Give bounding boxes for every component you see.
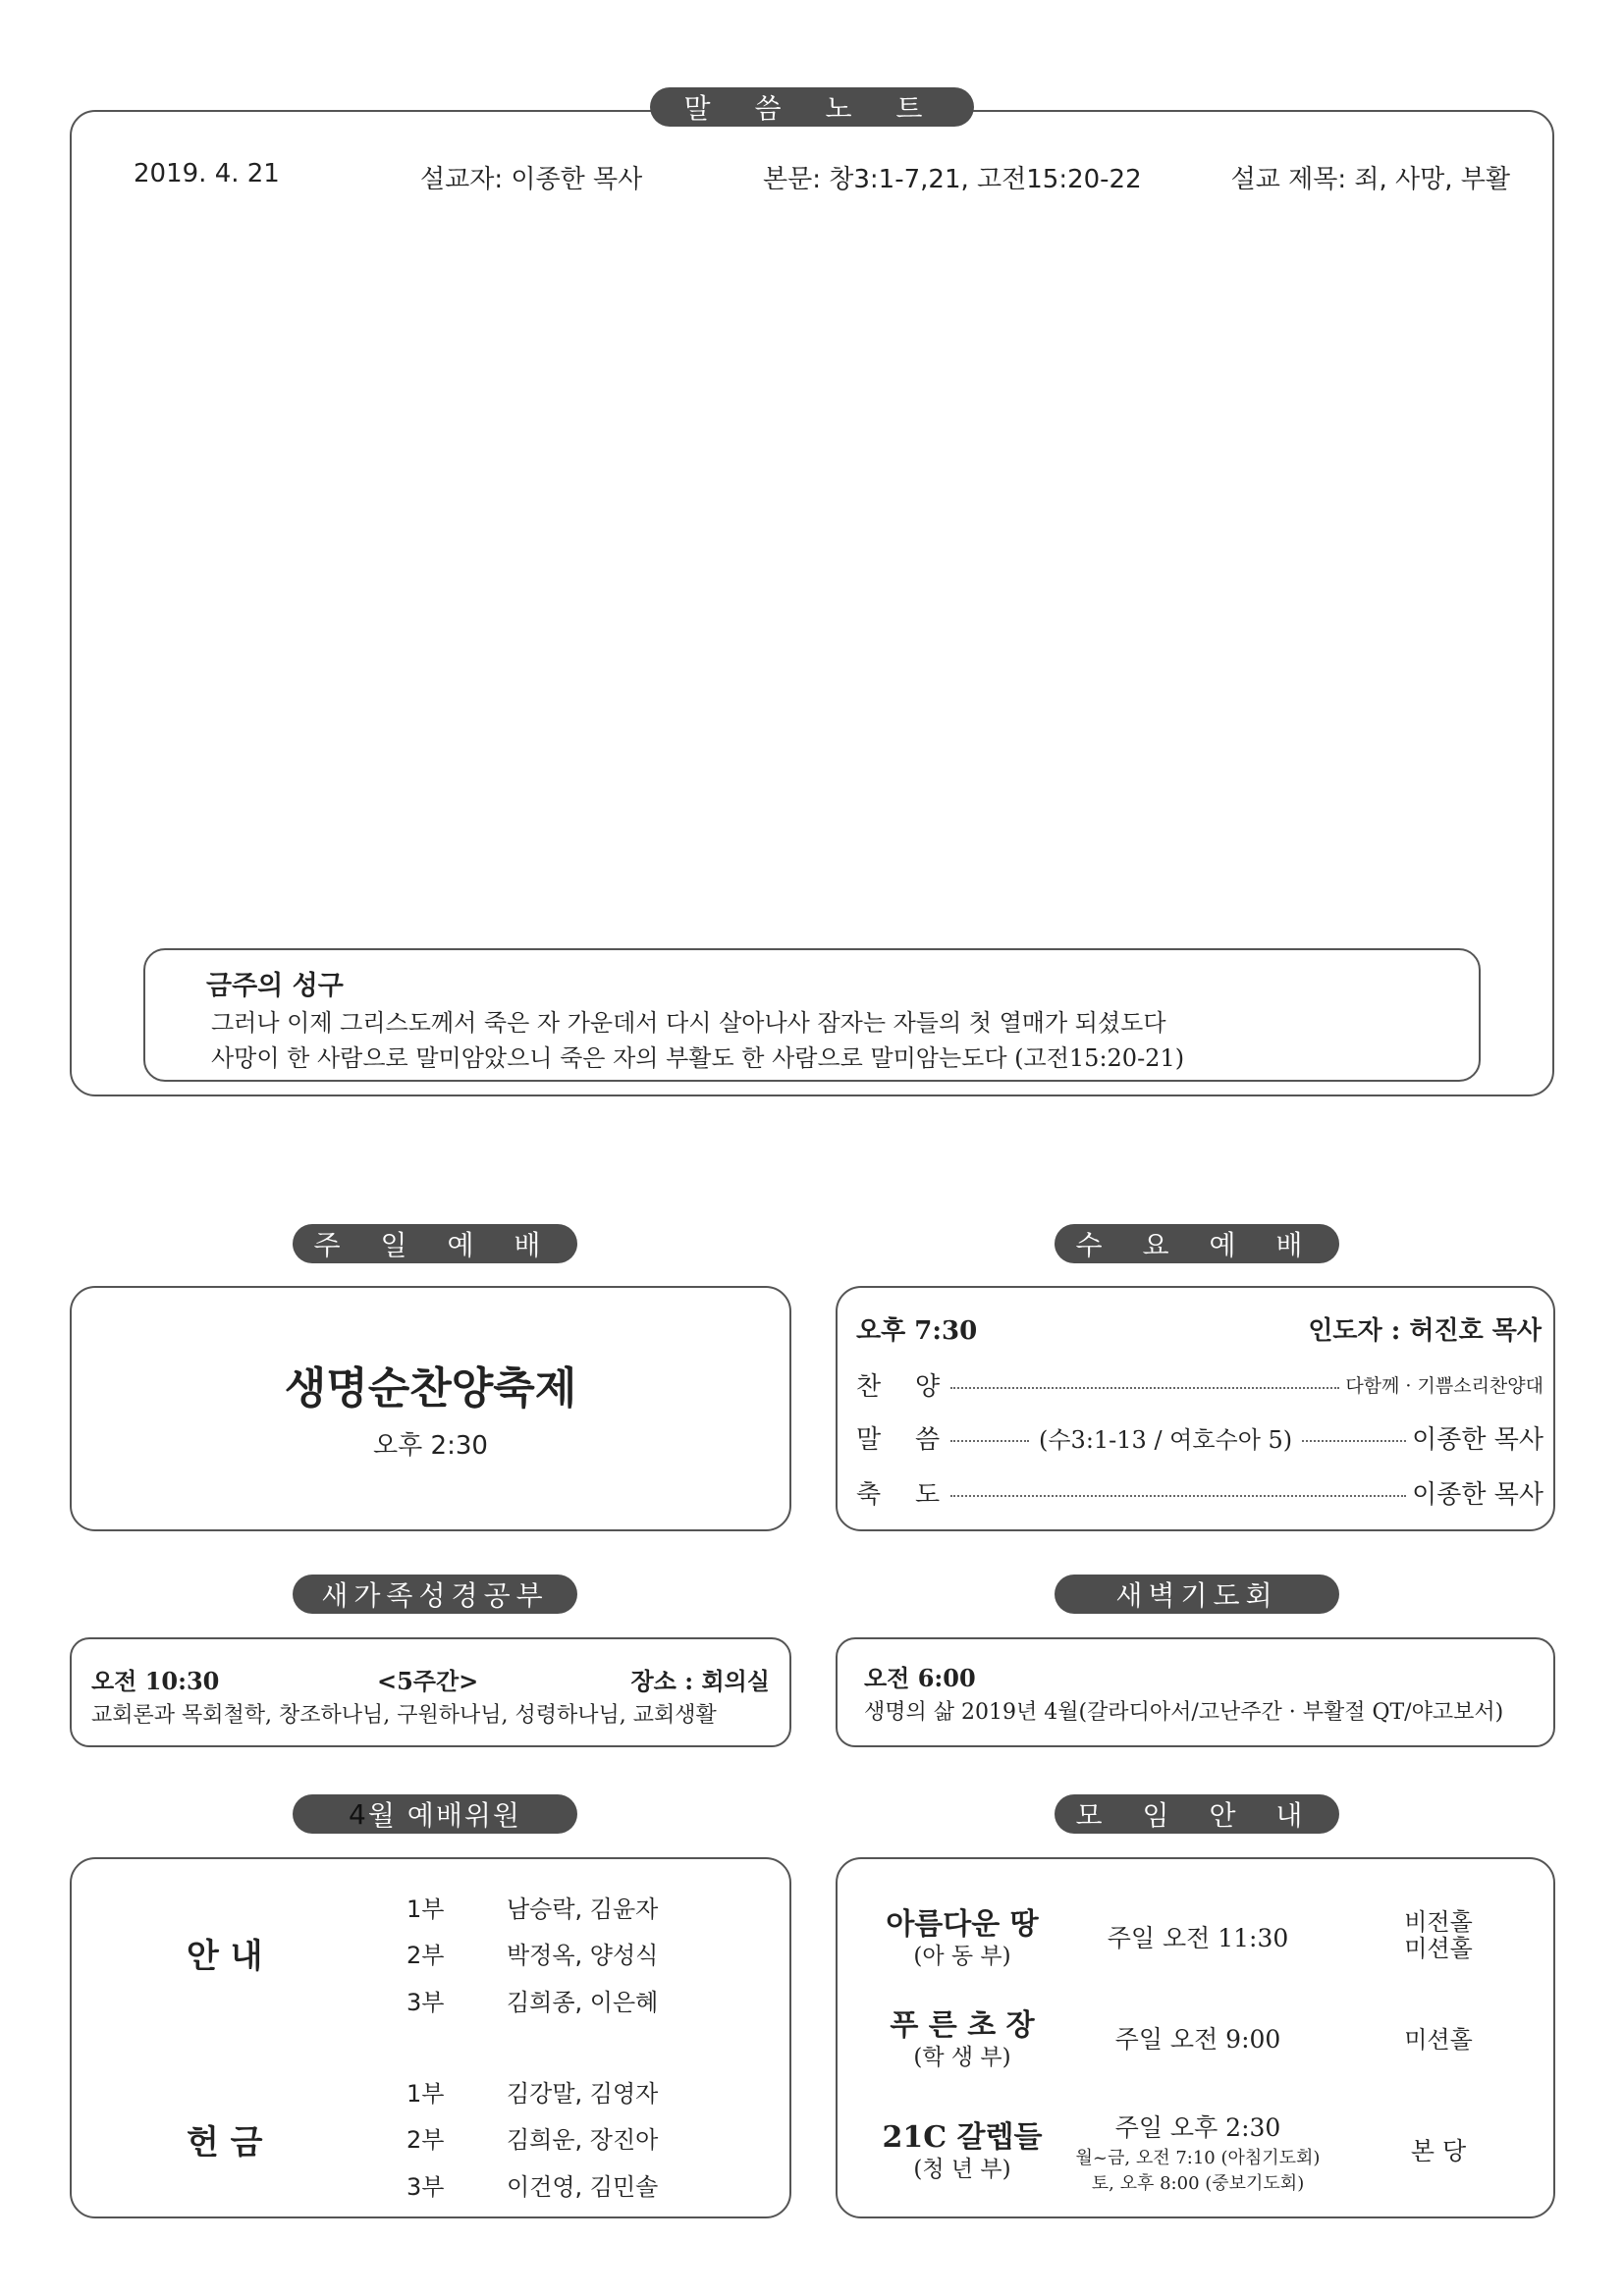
offering-part: 3부 [406, 2173, 445, 2201]
guide-label: 안 내 [187, 1937, 263, 1976]
meeting-name: 아름다운 땅 [886, 1907, 1039, 1942]
family-bible-pill: 새가족성경공부 [293, 1575, 577, 1614]
meeting-time: 주일 오전 9:00 [1114, 2025, 1281, 2054]
wednesday-row-label: 말 [856, 1424, 882, 1455]
wednesday-row-benediction [856, 1472, 1543, 1512]
offering-names: 이건영, 김민솔 [507, 2173, 659, 2201]
offering-label: 헌 금 [187, 2123, 263, 2163]
weekly-verse-heading: 금주의 성구 [206, 971, 344, 1001]
guide-part: 3부 [406, 1989, 445, 2016]
meeting-place: 미션홀 [1404, 1935, 1473, 1962]
wednesday-row-value: 이종한 목사 [1412, 1479, 1543, 1510]
sunday-event-title: 생명순찬양축제 [284, 1363, 577, 1414]
dotted-leader [950, 1495, 1406, 1497]
wednesday-row-label: 양 [915, 1371, 941, 1402]
dawn-prayer-time: 오전 6:00 [864, 1664, 976, 1692]
guide-part: 1부 [406, 1896, 445, 1923]
offering-names: 김희운, 장진아 [507, 2126, 659, 2154]
sermon-preacher: 설교자: 이종한 목사 [420, 165, 643, 194]
wednesday-time: 오후 7:30 [856, 1316, 978, 1346]
april-staff-month: 4 [349, 1797, 368, 1831]
wednesday-row-value: 다함께 · 기쁨소리찬양대 [1345, 1374, 1543, 1397]
meeting-name: 21C 갈렙들 [882, 2120, 1043, 2155]
wednesday-row-label: 찬 [856, 1371, 882, 1402]
wednesday-row-value: 이종한 목사 [1412, 1424, 1543, 1455]
family-bible-weeks: <5주간> [377, 1667, 479, 1695]
family-bible-time: 오전 10:30 [91, 1667, 220, 1695]
offering-part: 2부 [406, 2126, 445, 2154]
weekly-verse-line-2: 사망이 한 사람으로 말미암았으니 죽은 자의 부활도 한 사람으로 말미암는도다 (고전15:20-21) [211, 1044, 1185, 1072]
sunday-event-time: 오후 2:30 [373, 1431, 488, 1461]
meeting-time-saturday: 토, 오후 8:00 (중보기도회) [1091, 2173, 1305, 2194]
family-bible-place: 장소 : 회의실 [630, 1667, 770, 1695]
offering-part: 1부 [406, 2080, 445, 2108]
sermon-title: 설교 제목: 죄, 사망, 부활 [1230, 165, 1510, 194]
sermon-note-pill: 말 씀 노 트 [650, 87, 974, 127]
dotted-leader [950, 1440, 1029, 1442]
meeting-sub: (아 동 부) [913, 1944, 1011, 1969]
sermon-text: 본문: 창3:1-7,21, 고전15:20-22 [763, 165, 1142, 194]
offering-names: 김강말, 김영자 [507, 2080, 659, 2108]
wednesday-row-sermon [856, 1417, 1543, 1457]
guide-names: 김희종, 이은혜 [507, 1989, 659, 2016]
family-bible-topics: 교회론과 목회철학, 창조하나님, 구원하나님, 성령하나님, 교회생활 [91, 1703, 717, 1728]
april-staff-title: 월 예배위원 [367, 1799, 521, 1832]
guide-names: 박정옥, 양성식 [507, 1942, 659, 1969]
dawn-prayer-pill: 새벽기도회 [1055, 1575, 1339, 1614]
sunday-worship-pill: 주 일 예 배 [293, 1224, 577, 1263]
meeting-place: 비전홀 [1404, 1908, 1473, 1936]
meeting-time: 주일 오후 2:30 [1114, 2113, 1281, 2142]
meeting-name: 푸 른 초 장 [890, 2008, 1035, 2043]
wednesday-row-label: 씀 [915, 1424, 941, 1455]
wednesday-row-scripture: (수3:1-13 / 여호수아 5) [1039, 1425, 1293, 1454]
guide-names: 남승락, 김윤자 [507, 1896, 659, 1923]
weekly-verse-line-1: 그러나 이제 그리스도께서 죽은 자 가운데서 다시 살아나사 잠자는 자들의 첫 열매가 되셨도다 [211, 1009, 1166, 1037]
wednesday-row-hymn [856, 1364, 1543, 1404]
meeting-sub: (청 년 부) [913, 2157, 1011, 2182]
wednesday-leader: 인도자 : 허진호 목사 [1308, 1316, 1542, 1346]
guide-part: 2부 [406, 1942, 445, 1969]
meeting-place: 본 당 [1410, 2137, 1467, 2165]
dotted-leader [1302, 1440, 1406, 1442]
april-staff-pill [293, 1794, 577, 1834]
meeting-place: 미션홀 [1404, 2026, 1473, 2054]
meeting-sub: (학 생 부) [913, 2045, 1011, 2070]
wednesday-worship-pill: 수 요 예 배 [1055, 1224, 1339, 1263]
sermon-date: 2019. 4. 21 [134, 159, 280, 188]
meetings-pill: 모 임 안 내 [1055, 1794, 1339, 1834]
wednesday-row-label: 축 [856, 1479, 882, 1510]
dotted-leader [950, 1387, 1339, 1389]
dawn-prayer-desc: 생명의 삶 2019년 4월(갈라디아서/고난주간 · 부활절 QT/야고보서) [864, 1700, 1504, 1725]
meeting-time-weekday: 월~금, 오전 7:10 (아침기도회) [1075, 2148, 1321, 2168]
meeting-time: 주일 오전 11:30 [1107, 1924, 1289, 1952]
wednesday-row-label: 도 [915, 1479, 941, 1510]
